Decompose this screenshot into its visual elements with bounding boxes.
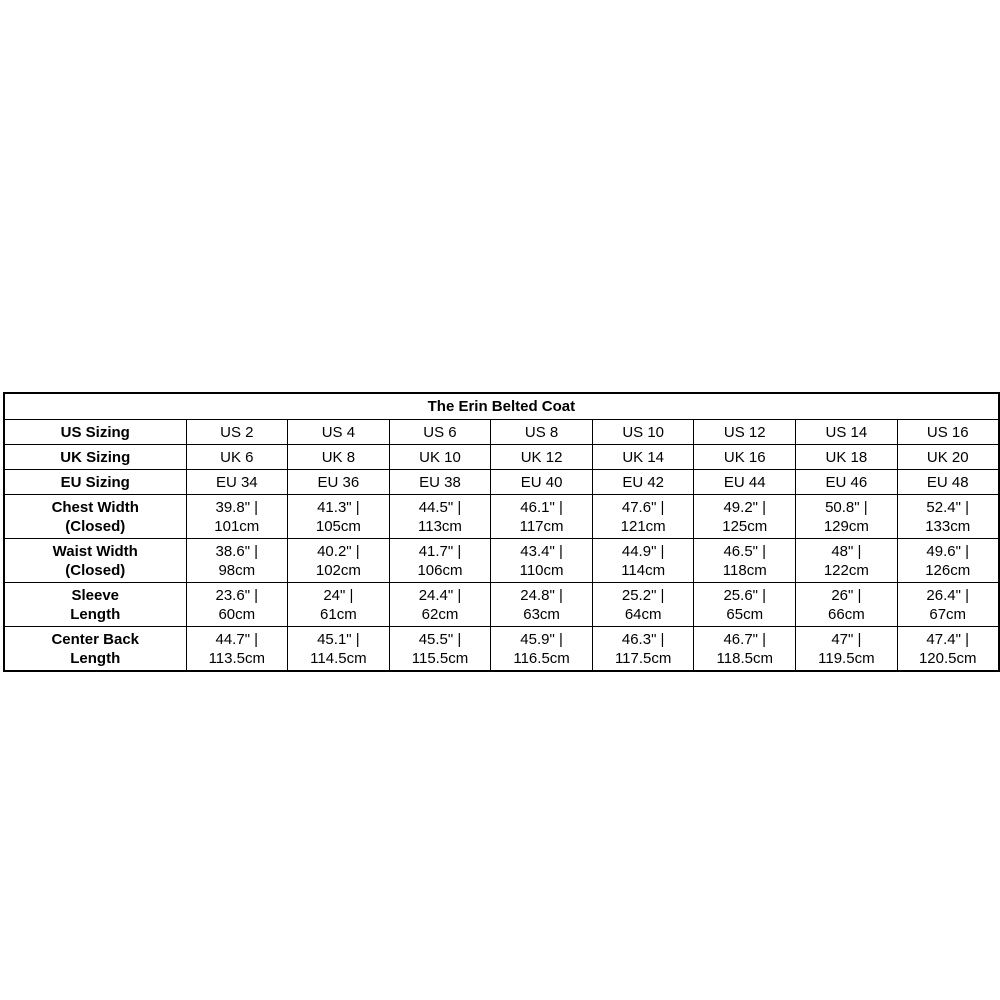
size-cell <box>694 420 796 445</box>
size-cell <box>186 495 288 539</box>
size-cell-line: 44.9" | <box>621 542 665 560</box>
size-cell <box>389 627 491 672</box>
size-cell-line: 26.4" | <box>926 586 970 604</box>
size-cell-line: 106cm <box>417 561 463 579</box>
size-cell <box>592 583 694 627</box>
size-cell <box>897 420 999 445</box>
table-title: The Erin Belted Coat <box>4 393 999 420</box>
row-label <box>4 583 186 627</box>
row-label <box>4 627 186 672</box>
size-cell <box>694 495 796 539</box>
size-cell <box>288 470 390 495</box>
row-label <box>4 495 186 539</box>
size-cell-line: 125cm <box>722 517 768 535</box>
size-cell <box>897 470 999 495</box>
size-cell-line: 116.5cm <box>513 649 570 667</box>
size-cell-line: 46.7" | <box>723 630 767 648</box>
size-cell <box>389 470 491 495</box>
size-cell-line: 118.5cm <box>716 649 773 667</box>
size-cell-line: EU 34 <box>215 473 258 491</box>
size-cell-line: 63cm <box>523 605 560 623</box>
size-cell-line: 45.5" | <box>418 630 462 648</box>
size-cell <box>186 583 288 627</box>
size-cell-line: 113.5cm <box>208 649 265 667</box>
size-cell-line: 114cm <box>621 561 666 579</box>
size-cell-line: 45.9" | <box>520 630 563 648</box>
size-cell <box>694 627 796 672</box>
size-cell-line: US 12 <box>723 423 766 441</box>
size-cell-line: 61cm <box>320 605 357 623</box>
size-cell-line: 41.7" | <box>418 542 462 560</box>
size-cell <box>491 627 593 672</box>
chest-width-row <box>4 495 999 539</box>
size-cell-line: US 4 <box>321 423 356 441</box>
size-cell <box>592 445 694 470</box>
size-cell-line: 66cm <box>828 605 865 623</box>
size-cell-line: 110cm <box>519 561 564 579</box>
size-cell-line: 105cm <box>315 517 361 535</box>
size-cell-line: 117cm <box>519 517 564 535</box>
size-cell-line: 26" | <box>831 586 862 604</box>
eu-sizing-row <box>4 470 999 495</box>
size-cell-line: US 16 <box>926 423 969 441</box>
size-cell <box>796 627 898 672</box>
size-cell-line: 46.3" | <box>621 630 665 648</box>
row-label-line: Center Back <box>51 630 140 648</box>
size-cell <box>491 539 593 583</box>
size-cell <box>694 445 796 470</box>
row-label-line: US Sizing <box>60 423 130 441</box>
size-cell <box>897 495 999 539</box>
size-cell-line: 65cm <box>726 605 764 623</box>
size-cell-line: 49.6" | <box>926 542 970 560</box>
size-cell-line: 101cm <box>214 517 260 535</box>
size-cell-line: 113cm <box>418 517 462 535</box>
row-label-line: Length <box>70 649 121 667</box>
size-cell-line: EU 46 <box>825 473 868 491</box>
size-cell <box>186 445 288 470</box>
size-cell-line: 25.2" | <box>621 586 665 604</box>
size-cell <box>491 583 593 627</box>
size-cell <box>897 583 999 627</box>
row-label-line: UK Sizing <box>60 448 131 466</box>
size-cell-line: 121cm <box>620 517 666 535</box>
size-cell <box>491 445 593 470</box>
row-label-line: Sleeve <box>71 586 120 604</box>
size-cell-line: UK 16 <box>723 448 766 466</box>
size-cell-line: EU 38 <box>419 473 461 491</box>
size-cell <box>389 539 491 583</box>
size-cell <box>694 539 796 583</box>
size-cell-line: 47" | <box>831 630 862 648</box>
size-cell-line: 64cm <box>624 605 662 623</box>
size-cell-line: UK 10 <box>419 448 461 466</box>
row-label-line: EU Sizing <box>60 473 130 491</box>
size-cell-line: 115.5cm <box>411 649 469 667</box>
size-cell <box>796 470 898 495</box>
size-cell-line: EU 42 <box>622 473 665 491</box>
size-cell-line: 44.7" | <box>215 630 259 648</box>
size-cell <box>186 470 288 495</box>
size-cell <box>796 539 898 583</box>
title-row <box>4 393 999 420</box>
size-cell <box>592 495 694 539</box>
us-sizing-row <box>4 420 999 445</box>
size-cell-line: 39.8" | <box>215 498 259 516</box>
size-cell <box>288 583 390 627</box>
size-cell <box>389 495 491 539</box>
row-label-line: Waist Width <box>52 542 138 560</box>
size-cell <box>288 445 390 470</box>
size-cell-line: 40.2" | <box>317 542 360 560</box>
size-cell <box>897 445 999 470</box>
size-cell-line: 122cm <box>823 561 869 579</box>
size-cell <box>897 627 999 672</box>
row-label <box>4 420 186 445</box>
size-cell-line: 46.1" | <box>520 498 563 516</box>
size-cell-line: 102cm <box>315 561 361 579</box>
size-cell-line: 49.2" | <box>723 498 767 516</box>
size-cell-line: 50.8" | <box>825 498 868 516</box>
size-cell <box>288 539 390 583</box>
size-cell <box>186 539 288 583</box>
size-cell <box>796 583 898 627</box>
size-cell <box>389 445 491 470</box>
size-cell-line: 45.1" | <box>317 630 360 648</box>
size-cell <box>796 420 898 445</box>
size-cell-line: 38.6" | <box>215 542 259 560</box>
size-cell-line: 47.6" | <box>621 498 665 516</box>
size-cell <box>897 539 999 583</box>
size-cell-line: US 14 <box>825 423 868 441</box>
size-cell-line: 126cm <box>925 561 971 579</box>
size-cell-line: 117.5cm <box>614 649 672 667</box>
size-cell <box>592 470 694 495</box>
size-cell-line: US 8 <box>524 423 559 441</box>
size-cell-line: 24.4" | <box>418 586 462 604</box>
size-cell-line: 119.5cm <box>818 649 875 667</box>
uk-sizing-row <box>4 445 999 470</box>
size-cell <box>694 583 796 627</box>
row-label-line: Length <box>70 605 121 623</box>
size-cell-line: 47.4" | <box>926 630 970 648</box>
size-cell <box>186 420 288 445</box>
size-cell-line: 24" | <box>323 586 354 604</box>
size-cell <box>186 627 288 672</box>
size-cell <box>796 445 898 470</box>
size-cell-line: 120.5cm <box>918 649 977 667</box>
size-cell-line: EU 40 <box>520 473 563 491</box>
size-cell-line: 43.4" | <box>520 542 563 560</box>
size-chart <box>3 392 998 672</box>
size-cell-line: 48" | <box>831 542 862 560</box>
size-cell-line: 98cm <box>218 561 256 579</box>
size-cell-line: US 10 <box>622 423 665 441</box>
size-cell-line: UK 14 <box>622 448 665 466</box>
size-cell-line: 60cm <box>218 605 256 623</box>
waist-width-row <box>4 539 999 583</box>
row-label <box>4 470 186 495</box>
size-cell-line: 25.6" | <box>723 586 767 604</box>
size-cell-line: UK 6 <box>220 448 254 466</box>
center-back-length-row <box>4 627 999 672</box>
size-cell-line: US 2 <box>220 423 254 441</box>
row-label-line: (Closed) <box>65 517 126 535</box>
size-cell <box>288 627 390 672</box>
size-cell-line: UK 8 <box>321 448 356 466</box>
size-cell-line: US 6 <box>423 423 457 441</box>
size-cell-line: EU 44 <box>723 473 766 491</box>
size-cell-line: 62cm <box>421 605 459 623</box>
size-cell-line: 46.5" | <box>723 542 767 560</box>
row-label <box>4 539 186 583</box>
size-cell <box>592 420 694 445</box>
size-cell-line: EU 48 <box>926 473 969 491</box>
size-cell-line: 44.5" | <box>418 498 462 516</box>
size-cell-line: 67cm <box>929 605 967 623</box>
size-cell-line: 133cm <box>925 517 971 535</box>
size-cell <box>796 495 898 539</box>
size-cell-line: 114.5cm <box>310 649 367 667</box>
row-label-line: (Closed) <box>65 561 126 579</box>
row-label <box>4 445 186 470</box>
size-cell-line: 41.3" | <box>317 498 360 516</box>
size-table <box>3 392 1000 672</box>
size-cell <box>491 495 593 539</box>
size-cell-line: EU 36 <box>317 473 360 491</box>
size-cell <box>389 420 491 445</box>
size-cell-line: 52.4" | <box>926 498 970 516</box>
size-cell-line: 118cm <box>722 561 767 579</box>
sleeve-length-row <box>4 583 999 627</box>
size-cell <box>491 470 593 495</box>
size-cell <box>592 627 694 672</box>
size-cell-line: UK 18 <box>825 448 868 466</box>
size-cell <box>288 495 390 539</box>
size-cell <box>491 420 593 445</box>
size-cell <box>288 420 390 445</box>
row-label-line: Chest Width <box>51 498 139 516</box>
size-cell-line: UK 20 <box>926 448 969 466</box>
size-cell-line: 129cm <box>823 517 869 535</box>
size-cell-line: UK 12 <box>520 448 563 466</box>
size-cell-line: 24.8" | <box>520 586 563 604</box>
size-cell <box>694 470 796 495</box>
size-cell-line: 23.6" | <box>215 586 259 604</box>
size-cell <box>389 583 491 627</box>
size-cell <box>592 539 694 583</box>
